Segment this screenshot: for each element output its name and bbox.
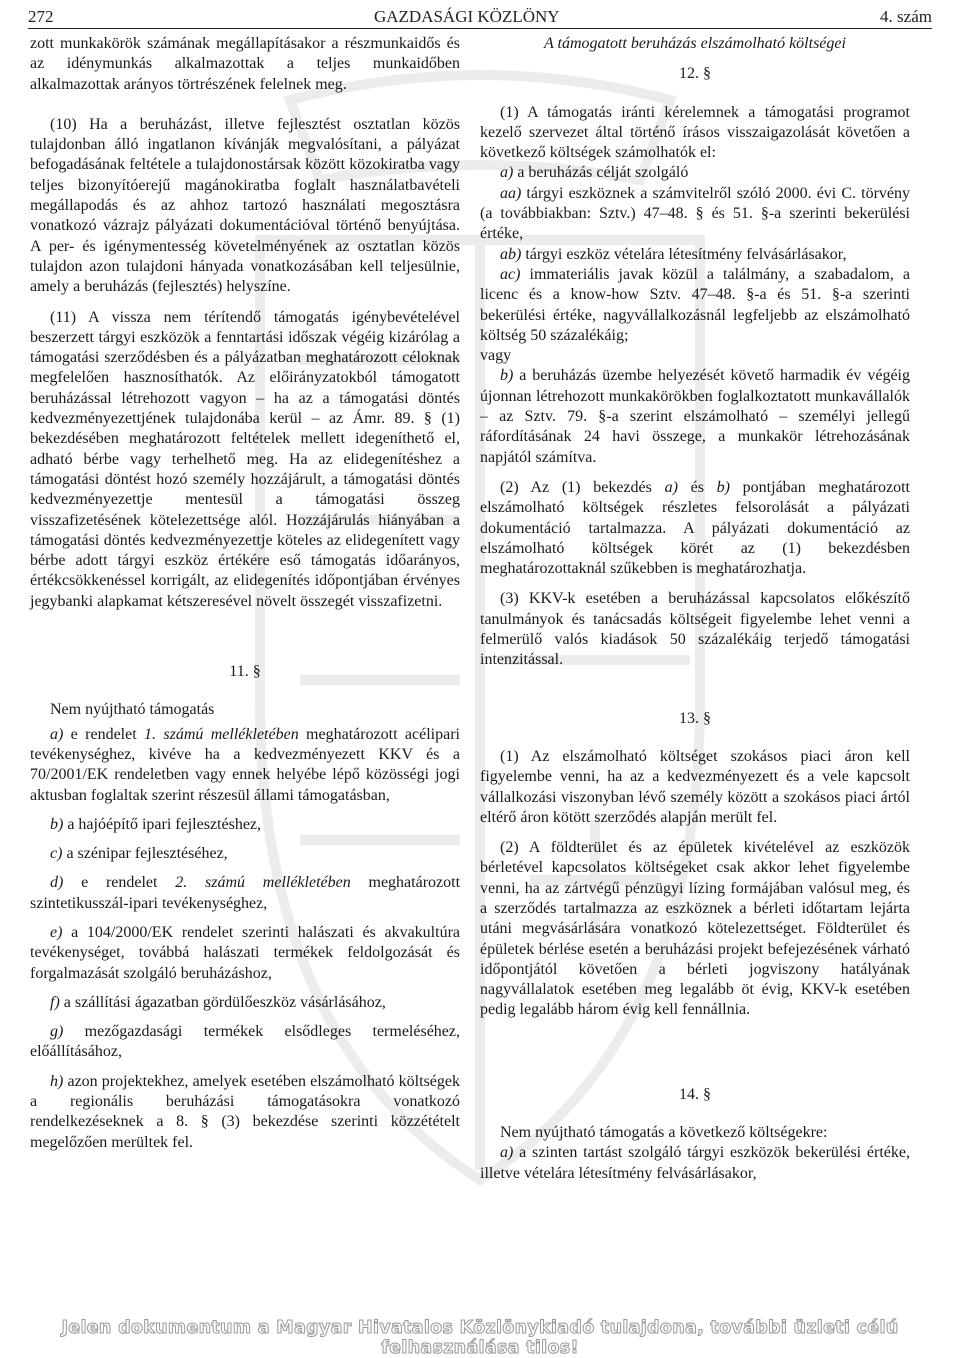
section-13-number: 13. § (679, 709, 711, 727)
list-item-e: e) a 104/2000/EK rendelet szerinti halászati és akvakultúra tevékenységet, továbbá halászati termékek feldolgozását és forgalmazását szolgáló beruházáshoz, (30, 923, 460, 982)
list-item-aa: aa) tárgyi eszköznek a számvitelről szóló 2000. évi C. törvény (a továbbiakban: Sztv.) 47–48. § és 51. §-a szerinti bekerülési értéke, (480, 184, 910, 243)
list-item-ac: ac) immateriális javak közül a találmány, a szabadalom, a licenc és a know-how Sztv. 47–48. §-a és 51. §-a szerinti bekerülési értéke, nagyvállalkozásnál legfeljebb az elszámolható költség 50 százalékáig; (480, 265, 910, 344)
paragraph-12-1: (1) A támogatás iránti kérelemnek a támogatási programot kezelő szervezet által történő írásos visszaigazolását követően a következő költségek számolhatók el: (480, 103, 910, 162)
paragraph-11: (11) A vissza nem térítendő támogatás igénybevételével beszerzett tárgyi eszközök a fenntartási időszak végéig kizárólag a támogatási szerződésben és a pályázatban meghatározott céloknak megfelelően hasznosíthatók. Az előirányzatokból támogatott beruházással létrehozott vagyon – ha az a támogatási döntés kedvezményezettjének tulajdonába kerül – az Ámr. 89. § (1) bekezdésében meghatározott feltételek mellett idegeníthető el, adható bérbe vagy terhelhető meg. Ha az elidegenítéshez a támogatási döntést hozó személy hozzájárult, a támogatási döntés kedvezményezettje mentesül a támogatási összeg visszafizetésének kötelezettsége alól. Hozzájárulás hiányában a támogatási döntés kedvezményezettje köteles az elidegenített vagy bérbe adott tárgyi eszköz értékére eső támogatás időarányos, értékcsökkenéssel korrigált, az elidegenítés időpontjában érvényes jegybanki alapkamat kétszeresével növelt összegét visszafizetni. (30, 308, 460, 610)
issue-number: 4. szám (880, 7, 932, 26)
list-item-a: a) a szinten tartást szolgáló tárgyi eszközök bekerülési értéke, illetve vételára létesítmény felvásárlásakor, (480, 1144, 910, 1182)
section-11-number: 11. § (229, 663, 261, 681)
left-column (30, 34, 460, 1162)
list-item-f: f) a szállítási ágazatban gördülőeszköz vásárlásához, (50, 993, 386, 1011)
list-item-b: b) a beruházás üzembe helyezését követő harmadik év végéig újonnan létrehozott munkakörökben foglalkoztatott munkavállalók – az Sztv. 79. §-a szerint elszámolható – személyi jellegű ráfordításának 24 havi összege, a munkakör létrehozásának napjától számítva. (480, 367, 910, 466)
list-item-c: c) a szénipar fejlesztéséhez, (50, 845, 228, 863)
conjunction-vagy: vagy (480, 347, 512, 365)
list-item-g: g) mezőgazdasági termékek elsődleges termeléséhez, előállításához, (30, 1023, 460, 1061)
list-item-d: d) e rendelet 2. számú mellékletében meghatározott szintetikusszál-ipari tevékenységhez, (30, 874, 461, 912)
section-heading: A támogatott beruházás elszámolható költségei (544, 35, 846, 52)
page-header (28, 0, 932, 27)
list-item-b: b) a hajóépítő ipari fejlesztéshez, (50, 815, 262, 833)
journal-title: GAZDASÁGI KÖZLÖNY (373, 7, 560, 26)
section-14-title: Nem nyújtható támogatás a következő költségekre: (500, 1124, 828, 1142)
page-number: 272 (28, 7, 54, 26)
paragraph-13-1: (1) Az elszámolható költséget szokásos piaci áron kell figyelembe venni, ha az a kedvezményezett és a vele kapcsolt vállalkozási viszonyban lévő személy között a szokásos piaci ártól eltérő áron kötött szerződés alapján merült fel. (480, 747, 910, 826)
list-item-h: h) azon projektekhez, amelyek esetében elszámolható költségek a regionális beruházási támogatásokra vonatkozó rendelkezéseknek a 8. § (3) bekezdése szerinti közzétételt megelőzően merültek fel. (30, 1072, 460, 1151)
paragraph-13-2: (2) A földterület és az épületek kivételével az eszközök bérletével kapcsolatos költségeket csak akkor lehet figyelembe venni, ha az zártvégű pénzügyi lízing formájában valósul meg, és a szerződés tartalmazza az eszköznek a bérleti időtartam lejárta utáni megvásárlására vonatkozó kötelezettséget. Földterület és épületek bérlése esetén a beruházási projekt befejezésének várható időpontjától követően a bérleti jogviszony hatályának nagyvállalatok esetében meg legalább öt évig, KKV-k esetében pedig legalább három évig kell fennállnia. (480, 839, 910, 1019)
section-14-number: 14. § (679, 1085, 711, 1103)
list-item-a: a) a beruházás célját szolgáló (500, 164, 689, 182)
header-divider (28, 28, 932, 29)
paragraph-12-2: (2) Az (1) bekezdés a) és b) pontjában meghatározott elszámolható költségek részletes felsorolását a pályázati dokumentáció tartalmazza. A pályázati dokumentáció az elszámolható költségek körét az (1) bekezdésben meghatározottaknál szűkebben is meghatározhatja. (480, 478, 910, 578)
list-item-a: a) e rendelet 1. számú mellékletében meghatározott acélipari tevékenységhez, kivéve ha a kedvezményezett KKV és a 70/2001/EK rendeletben vagy ennek helyébe lépő közösségi jogi aktusban foglaltak szerint részesül állami támogatásban, (30, 725, 461, 804)
section-11-title: Nem nyújtható támogatás (50, 701, 215, 719)
list-item-ab: ab) tárgyi eszköz vételára létesítmény felvásárlásakor, (500, 245, 847, 263)
copyright-footer: Jelen dokumentum a Magyar Hivatalos Közlönykiadó tulajdona, további üzleti célú felhasználása tilos! (61, 1318, 899, 1358)
paragraph-12-3: (3) KKV-k esetében a beruházással kapcsolatos előkészítő tanulmányok és tanácsadás költségeit figyelembe lehet venni a felmerülő valós kiadások 50 százalékáig terjedő támogatási intenzitással. (480, 590, 910, 669)
paragraph-10: (10) Ha a beruházást, illetve fejlesztést osztatlan közös tulajdonban álló ingatlanon kívánják megvalósítani, a pályázat befogadásának feltétele a tulajdonostársak között közokiratba vagy teljes bizonyítóerejű magánokiratba foglalt használatbavételi megállapodás és az ahhoz tartozó használati megosztásra vonatkozó vázrajz pályázati dokumentációval történő benyújtása. A per- és igénymentesség követelményének az osztatlan közös tulajdon azon tulajdoni hányada vonatkozásában kell teljesülnie, amely a beruházás (fejlesztés) helyszíne. (30, 115, 460, 296)
right-column (480, 34, 910, 1184)
paragraph-continuation: zott munkakörök számának megállapításakor a részmunkaidős és az idénymunkás alkalmazottak a teljes munkaidőben alkalmazottak arányos törtrészének felelnek meg. (30, 35, 460, 93)
section-12-number: 12. § (679, 65, 711, 83)
